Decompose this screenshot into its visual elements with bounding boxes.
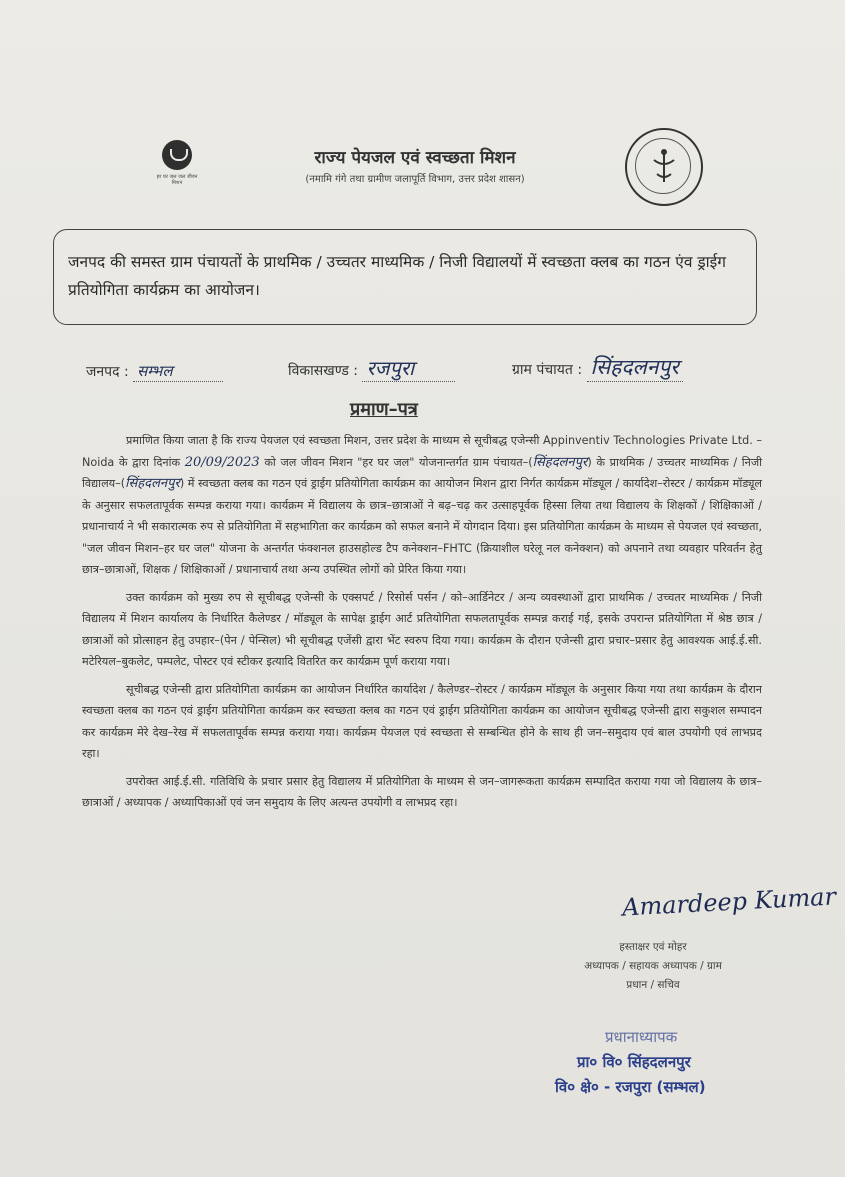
certificate-title: प्रमाण–पत्र	[350, 399, 418, 420]
paragraph-1	[82, 430, 762, 581]
district-value: सम्भल	[133, 361, 223, 382]
har-ghar-jal-logo	[152, 140, 202, 186]
certificate-body	[82, 430, 762, 820]
para1-text-c: ) के प्राथमिक / उच्चतर माध्यमिक / निजी विद्यालय–(	[82, 455, 763, 490]
panchayat-value: सिंहदलनपुर	[587, 353, 683, 382]
district-label: जनपद :	[86, 364, 129, 380]
up-government-seal-icon	[625, 128, 703, 206]
program-date: 20/09/2023	[184, 454, 260, 470]
block-label: विकासखण्ड :	[288, 363, 359, 379]
signature-caption	[553, 938, 753, 995]
panchayat-name-handwritten: सिंहदलनपुर	[532, 454, 588, 470]
paragraph-4: उपरोक्त आई.ई.सी. गतिविधि के प्रचार प्रसार हेतु विद्यालय में प्रतियोगिता के माध्यम से जन–जागरूकता कार्यक्रम सम्पादित कराया गया जो विद्यालय के छात्र–छात्राओं / अध्यापक / अध्यापिकाओं एवं जन समुदाय के लिए अत्यन्त उपयोगी व लाभप्रद रहा।	[82, 774, 762, 809]
subject-text: जनपद की समस्त ग्राम पंचायतों के प्राथमिक / उच्चतर माध्यमिक / निजी विद्यालयों में स्वच्छता क्लब का गठन एंव ड्राईग प्रतियोगिता कार्यक्रम का आयोजन।	[68, 253, 727, 299]
signature-caption-1: हस्ताक्षर एवं मोहर	[619, 941, 687, 953]
para1-text-b: को जल जीवन मिशन "हर घर जल" योजनान्तर्गत ग्राम पंचायत–(	[264, 455, 533, 469]
school-stamp	[555, 1025, 775, 1100]
stamp-line-1: प्रधानाध्यापक	[605, 1028, 678, 1046]
block-value: रजपुरा	[362, 354, 455, 382]
location-fields	[86, 348, 766, 382]
panchayat-label: ग्राम पंचायत :	[512, 362, 583, 378]
panchayat-field	[512, 353, 683, 382]
subject-box	[53, 229, 757, 325]
block-field	[288, 354, 455, 382]
signature-caption-2: अध्यापक / सहायक अध्यापक / ग्राम	[584, 960, 722, 972]
stamp-line-3: वि० क्षे० - रजपुरा (सम्भल)	[555, 1078, 706, 1096]
signature: Amardeep Kumar	[621, 882, 837, 922]
para1-text-d: ) में स्वच्छता क्लब का गठन एवं ड्राईग प्रतियोगिता कार्यक्रम का आयोजन मिशन द्वारा निर्गत कार्यक्रम मॉड्यूल / कार्यादेश–रोस्टर / कार्यक्रम मॉड्यूल के अनुसार सफलतापूर्वक सम्पन्न कराया गया। कार्यक्रम में विद्यालय के छात्र–छात्राओं ने बढ़–चढ़ कर उत्साहपूर्वक हिस्सा लिया तथा विद्यालय के शिक्षकों / शिक्षिकाओं / प्रधानाचार्य ने भी सकारात्मक रुप से प्रतियोगिता में सहभागिता कर कार्यक्रम को सफल बनाने में योगदान दिया। इस प्रतियोगिता कार्यक्रम के माध्यम से पेयजल एवं स्वच्छता, "जल जीवन मिशन–हर घर जल" योजना के अन्तर्गत फंक्शनल हाउसहोल्ड टैप कनेक्शन–FHTC (क्रियाशील घरेलू नल कनेक्शन) को अपनाने तथा व्यवहार परिवर्तन हेतु छात्र–छात्राओं, शिक्षक / शिक्षिकाओं / प्रधानाचार्य तथा अन्य उपस्थित लोगों को प्रेरित किया गया।	[82, 477, 762, 576]
logo-caption: हर घर जल जल जीवन मिशन	[156, 174, 198, 186]
paragraph-2: उक्त कार्यक्रम को मुख्य रुप से सूचीबद्ध एजेन्सी के एक्सपर्ट / रिसोर्स पर्सन / को–आर्डिनेटर / अन्य व्यवस्थाओं द्वारा प्राथमिक / उच्चतर माध्यमिक / निजी विद्यालय में मिशन कार्यालय के निर्धारित कैलेण्डर / मॉड्यूल के सापेक्ष ड्राईग आर्ट प्रतियोगिता सफलतापूर्वक सम्पन्न कराई गई, इसके उपरान्त प्रतियोगिता में श्रेष्ठ छात्र / छात्राओं को प्रोत्साहन हेतु उपहार–(पेन / पेन्सिल) भी सूचीबद्ध एजेंसी द्वारा भेंट स्वरुप दिया गया। कार्यक्रम के दौरान एजेन्सी द्वारा प्रचार–प्रसार हेतु आवश्यक आई.ई.सी. मटेरियल–बुकलेट, पम्पलेट, पोस्टर एवं स्टीकर इत्यादि वितरित कर कार्यक्रम पूर्ण कराया गया।	[82, 590, 762, 668]
para1-text-a: प्रमाणित किया जाता है कि राज्य पेयजल एवं स्वच्छता मिशन, उत्तर प्रदेश के माध्यम से सूचीबद्ध एजेन्सी Appinventiv Technologies Private Ltd. – Noida के द्वारा दिनांक	[82, 434, 762, 469]
paragraph-3: सूचीबद्ध एजेन्सी द्वारा प्रतियोगिता कार्यक्रम का आयोजन निर्धारित कार्यादेश / कैलेण्डर–रोस्टर / कार्यक्रम मॉड्यूल के अनुसार किया गया तथा कार्यक्रम के दौरान स्वच्छता क्लब का गठन एवं ड्राईग प्रतियोगिता कार्यक्रम कर स्वच्छता क्लब का गठन एवं ड्राईग प्रतियोगिता कार्यक्रम का आयोजन सूचीबद्ध एजेन्सी द्वारा सकुशल सम्पादन कर कार्यक्रम मेरे देख–रेख में सफलतापूर्वक सम्पन्न कराया गया। कार्यक्रम पेयजल एवं स्वच्छता से सम्बन्धित होने के साथ ही जन–समुदाय एवं बाल उपयोगी एवं लाभप्रद रहा।	[82, 682, 762, 760]
water-drop-icon	[162, 140, 192, 170]
district-field	[86, 361, 223, 382]
signature-caption-3: प्रधान / सचिव	[626, 979, 680, 991]
school-name-handwritten: सिंहदलनपुर	[125, 476, 180, 491]
mission-title: राज्य पेयजल एवं स्वच्छता मिशन	[314, 148, 516, 168]
stamp-line-2: प्रा० वि० सिंहदलनपुर	[577, 1053, 691, 1071]
header	[250, 145, 580, 185]
mission-subtitle: (नमामि गंगे तथा ग्रामीण जलापूर्ति विभाग, उत्तर प्रदेश शासन)	[305, 174, 525, 185]
